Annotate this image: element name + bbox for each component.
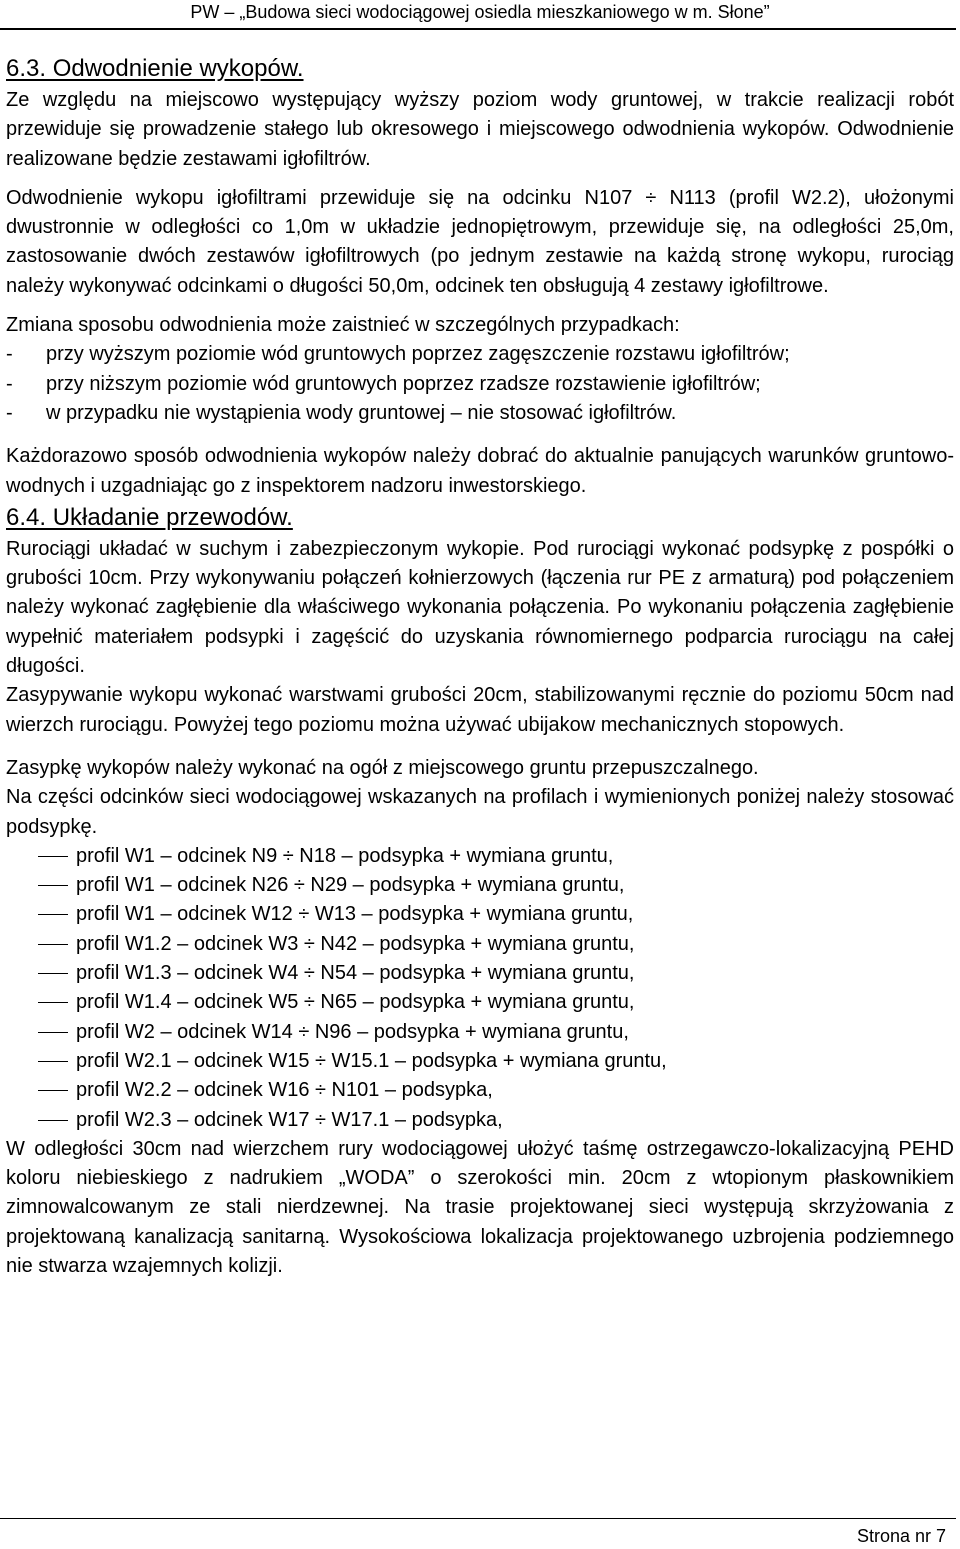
paragraph-bedding-sections: Na części odcinków sieci wodociągowej wskazanych na profilach i wymienionych poniżej należy stosować podsypkę. <box>6 786 954 838</box>
dash-bullet-icon <box>6 1076 76 1105</box>
list-item-text: profil W1.3 – odcinek W4 ÷ N54 – podsypka + wymiana gruntu, <box>76 962 635 985</box>
header-divider <box>0 28 956 30</box>
list-item-text: profil W2.2 – odcinek W16 ÷ N101 – podsypka, <box>76 1079 493 1102</box>
paragraph-pipe-laying: Rurociągi układać w suchym i zabezpieczonym wykopie. Pod rurociągi wykonać podsypkę z pospółki o grubości 10cm. Przy wykonywaniu połączeń kołnierzowych (łączenia rur PE z armaturą) pod połączeniem należy wykonać zagłębienie dla właściwego wykonania połączenia. Po wykonaniu połączenia zagłębienie wypełnić materiałem podsypki i zagęścić do uzyskania równomiernego podparcia rurociągu na całej długości. <box>6 537 954 678</box>
list-item <box>6 1018 954 1047</box>
dash-bullet-icon <box>6 1047 76 1076</box>
page-content <box>6 55 954 1281</box>
page-number: Strona nr 7 <box>856 1526 946 1546</box>
paragraph-wellpoint-details: Odwodnienie wykopu igłofiltrami przewiduje się na odcinku N107 ÷ N113 (profil W2.2), ułożonymi dwustronnie w odległości co 1,0m w układzie jednopiętrowym, przewiduje się, na odległości 25,0m, zastosowanie dwóch zestawów igłofiltrowych (po jednym zestawie na każdą stronę wykopu, rurociąg należy wykonywać odcinkami o długości 50,0m, odcinek ten obsługują 4 zestawy igłofiltrowe. <box>6 186 954 297</box>
list-item-text: profil W1 – odcinek N26 ÷ N29 – podsypka + wymiana gruntu, <box>76 874 625 897</box>
dash-bullet-icon <box>6 930 76 959</box>
list-item <box>6 399 954 428</box>
dash-bullet-icon <box>6 959 76 988</box>
paragraph-warning-tape: W odległości 30cm nad wierzchem rury wodociągowej ułożyć taśmę ostrzegawczo-lokalizacyjną PEHD koloru niebieskiego z nadrukiem „WODA” o szerokości min. 20cm z wtopionym płaskownikiem zimnowalcowanym ze stali nierdzewnej. Na trasie projektowanej sieci występują skrzyżowania z projektowaną kanalizacją sanitarną. Wysokościowa lokalizacja projektowanego uzbrojenia podziemnego nie stwarza wzajemnych kolizji. <box>6 1137 954 1277</box>
list-item-text: profil W2.1 – odcinek W15 ÷ W15.1 – podsypka + wymiana gruntu, <box>76 1049 667 1072</box>
section-heading-6-3: 6.3. Odwodnienie wykopów. <box>6 55 304 82</box>
paragraph-change-intro: Zmiana sposobu odwodnienia może zaistnieć w szczególnych przypadkach: <box>6 314 680 337</box>
dash-bullet-icon <box>6 842 76 871</box>
list-dash: - <box>6 401 13 424</box>
dash-bullet-icon <box>6 988 76 1017</box>
paragraph-backfill-soil: Zasypkę wykopów należy wykonać na ogół z miejscowego gruntu przepuszczalnego. <box>6 756 759 779</box>
list-item <box>6 340 954 369</box>
list-item-text: w przypadku nie wystąpienia wody gruntowej – nie stosować igłofiltrów. <box>46 401 677 424</box>
list-dash: - <box>6 343 13 366</box>
list-item <box>6 370 954 399</box>
list-item-text: profil W1.2 – odcinek W3 ÷ N42 – podsypka + wymiana gruntu, <box>76 932 635 955</box>
list-item-text: profil W1.4 – odcinek W5 ÷ N65 – podsypka + wymiana gruntu, <box>76 991 635 1014</box>
footer-divider <box>0 1518 956 1519</box>
list-item-text: profil W1 – odcinek N9 ÷ N18 – podsypka + wymiana gruntu, <box>76 844 614 867</box>
list-item-text: profil W2 – odcinek W14 ÷ N96 – podsypka + wymiana gruntu, <box>76 1020 629 1043</box>
page-header: PW – „Budowa sieci wodociągowej osiedla mieszkaniowego w m. Słone” <box>190 2 770 22</box>
list-dash: - <box>6 372 13 395</box>
dash-bullet-icon <box>6 1018 76 1047</box>
list-item <box>6 1076 954 1105</box>
list-item-text: profil W1 – odcinek W12 ÷ W13 – podsypka + wymiana gruntu, <box>76 903 634 926</box>
list-item-text: przy niższym poziomie wód gruntowych poprzez rzadsze rozstawienie igłofiltrów; <box>46 372 761 395</box>
list-item <box>6 900 954 929</box>
paragraph-backfilling: Zasypywanie wykopu wykonać warstwami grubości 20cm, stabilizowanymi ręcznie do poziomu 50cm nad wierzch rurociągu. Powyżej tego poziomu można używać ubijakow mechanicznych stopowych. <box>6 684 954 736</box>
bedding-sections-list <box>6 842 954 1135</box>
list-item <box>6 1106 954 1135</box>
list-item <box>6 1047 954 1076</box>
change-cases-list <box>6 340 954 428</box>
list-item-text: profil W2.3 – odcinek W17 ÷ W17.1 – podsypka, <box>76 1108 503 1131</box>
dash-bullet-icon <box>6 900 76 929</box>
list-item-text: przy wyższym poziomie wód gruntowych poprzez zagęszczenie rozstawu igłofiltrów; <box>46 343 790 366</box>
paragraph-dewatering-method: Każdorazowo sposób odwodnienia wykopów należy dobrać do aktualnie panujących warunków gruntowo-wodnych i uzgadniając go z inspektorem nadzoru inwestorskiego. <box>6 445 954 497</box>
list-item <box>6 871 954 900</box>
list-item <box>6 988 954 1017</box>
list-item <box>6 930 954 959</box>
dash-bullet-icon <box>6 1106 76 1135</box>
dash-bullet-icon <box>6 871 76 900</box>
list-item <box>6 959 954 988</box>
list-item <box>6 842 954 871</box>
paragraph-dewatering-reason: Ze względu na miejscowo występujący wyższy poziom wody gruntowej, w trakcie realizacji robót przewiduje się prowadzenie stałego lub okresowego i miejscowego odwodnienia wykopów. Odwodnienie realizowane będzie zestawami igłofiltrów. <box>6 89 954 170</box>
section-heading-6-4: 6.4. Układanie przewodów. <box>6 503 293 531</box>
